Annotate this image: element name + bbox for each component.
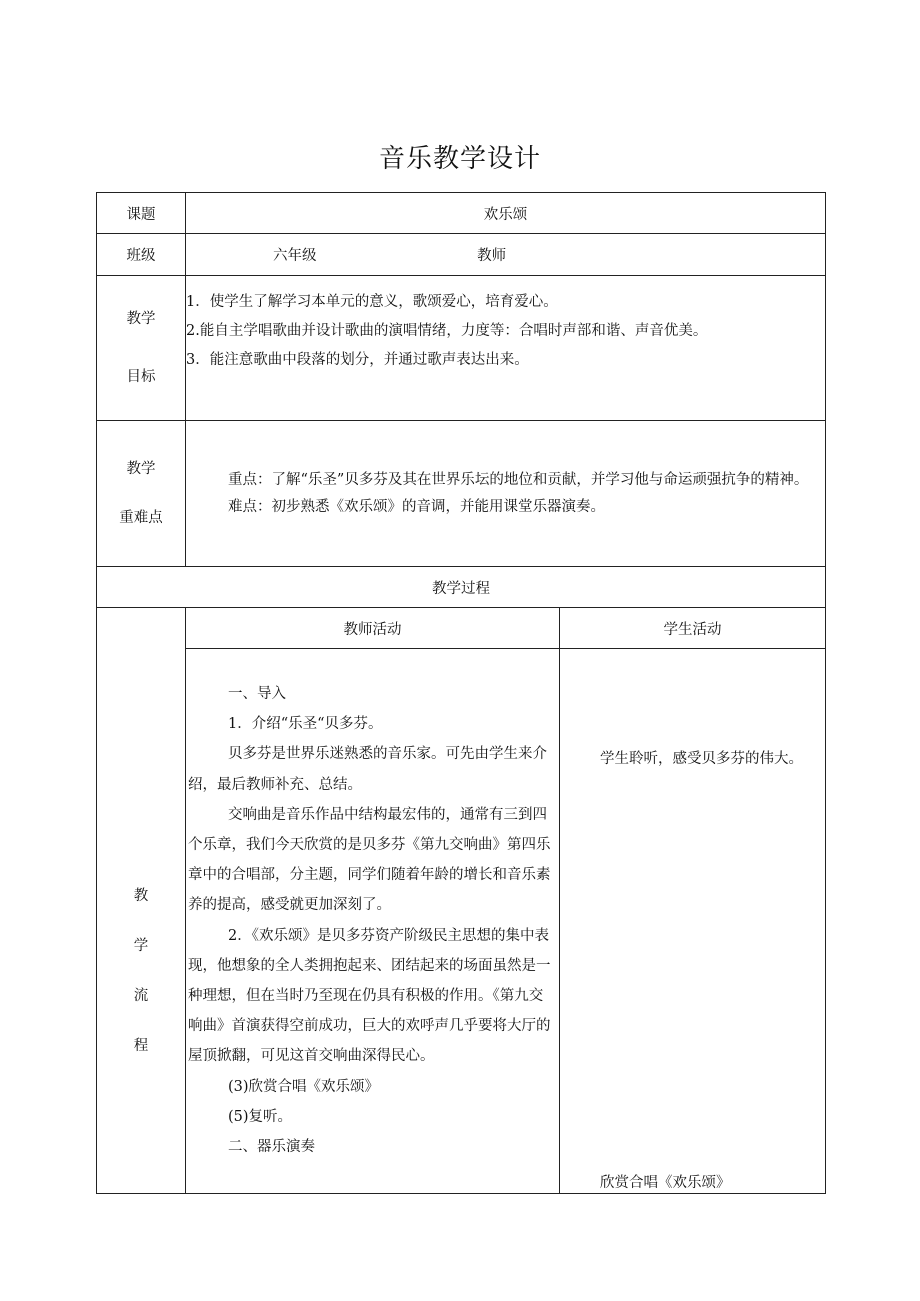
student-note-2: 欣赏合唱《欢乐颂》	[600, 1175, 731, 1191]
student-activity-header: 学生活动	[560, 608, 826, 649]
process-header-row	[97, 567, 826, 608]
goals-label-line2: 目标	[126, 369, 156, 385]
goal-item: 3．能注意歌曲中段落的划分，并通过歌声表达出来。	[186, 352, 529, 368]
class-cell	[186, 234, 826, 276]
goals-label-line1: 教学	[126, 311, 156, 327]
flow-char: 教	[133, 887, 149, 904]
flow-char: 流	[133, 987, 149, 1004]
lesson-plan-table	[96, 192, 826, 1194]
class-label: 班级	[97, 234, 186, 276]
teacher-activity-header: 教师活动	[186, 608, 560, 649]
page-title: 音乐教学设计	[378, 144, 541, 174]
activity-content-row	[97, 649, 826, 1194]
key-row	[97, 421, 826, 567]
goal-item: 2.能自主学唱歌曲并设计歌曲的演唱情绪，力度等：合唱时声部和谐、声音优美。	[186, 323, 708, 339]
key-label	[97, 421, 186, 567]
class-value: 六年级	[273, 248, 317, 264]
flow-char: 程	[133, 1037, 149, 1054]
teacher-paragraph: (3)欣赏合唱《欢乐颂》	[228, 1078, 380, 1095]
goals-row	[97, 276, 826, 421]
goal-item: 1．使学生了解学习本单元的意义，歌颂爱心，培育爱心。	[186, 294, 558, 310]
key-label-line1: 教学	[126, 460, 156, 477]
teacher-paragraph: 交响曲是音乐作品中结构最宏伟的，通常有三到四个乐章，我们今天欣赏的是贝多芬《第九交响曲》第四乐章中的合唱部，分主题，同学们随着年龄的增长和音乐素养的提高，感受就更加深刻了。	[188, 806, 551, 914]
key-content	[186, 421, 826, 567]
topic-label: 课题	[97, 193, 186, 234]
teacher-paragraph: 2．《欢乐颂》是贝多芬资产阶级民主思想的集中表现，他想象的全人类拥抱起来、团结起来的场面虽然是一种理想，但在当时乃至现在仍具有积极的作用。《第九交响曲》首演获得空前成功，巨大的欢呼声几乎要将大厅的屋顶掀翻，可见这首交响曲深得民心。	[188, 927, 551, 1065]
teacher-activity	[186, 649, 560, 1194]
difficult-point: 难点：初步熟悉《欢乐颂》的音调，并能用课堂乐器演奏。	[228, 498, 605, 515]
teacher-paragraph: 1．介绍“乐圣“贝多芬。	[228, 716, 383, 733]
topic-row	[97, 193, 826, 234]
activity-header-row	[97, 608, 826, 649]
student-note-1: 学生聆听，感受贝多芬的伟大。	[600, 751, 803, 767]
teacher-paragraph: (5)复听。	[228, 1108, 293, 1125]
student-activity	[560, 649, 826, 1194]
class-row	[97, 234, 826, 276]
teacher-label: 教师	[477, 248, 507, 264]
flow-char: 学	[133, 937, 149, 954]
teacher-paragraph: 一、导入	[228, 686, 286, 702]
key-label-line2: 重难点	[119, 509, 163, 526]
key-point: 重点：了解“乐圣”贝多芬及其在世界乐坛的地位和贡献，并学习他与命运顽强抗争的精神。	[228, 471, 809, 488]
flow-label	[97, 608, 186, 1194]
goals-label	[97, 276, 186, 421]
teacher-paragraph: 贝多芬是世界乐迷熟悉的音乐家。可先由学生来介绍，最后教师补充、总结。	[188, 746, 547, 793]
topic-value: 欢乐颂	[186, 193, 826, 234]
goals-content	[186, 276, 826, 421]
teacher-paragraph: 二、器乐演奏	[228, 1139, 315, 1156]
process-header: 教学过程	[97, 567, 826, 608]
